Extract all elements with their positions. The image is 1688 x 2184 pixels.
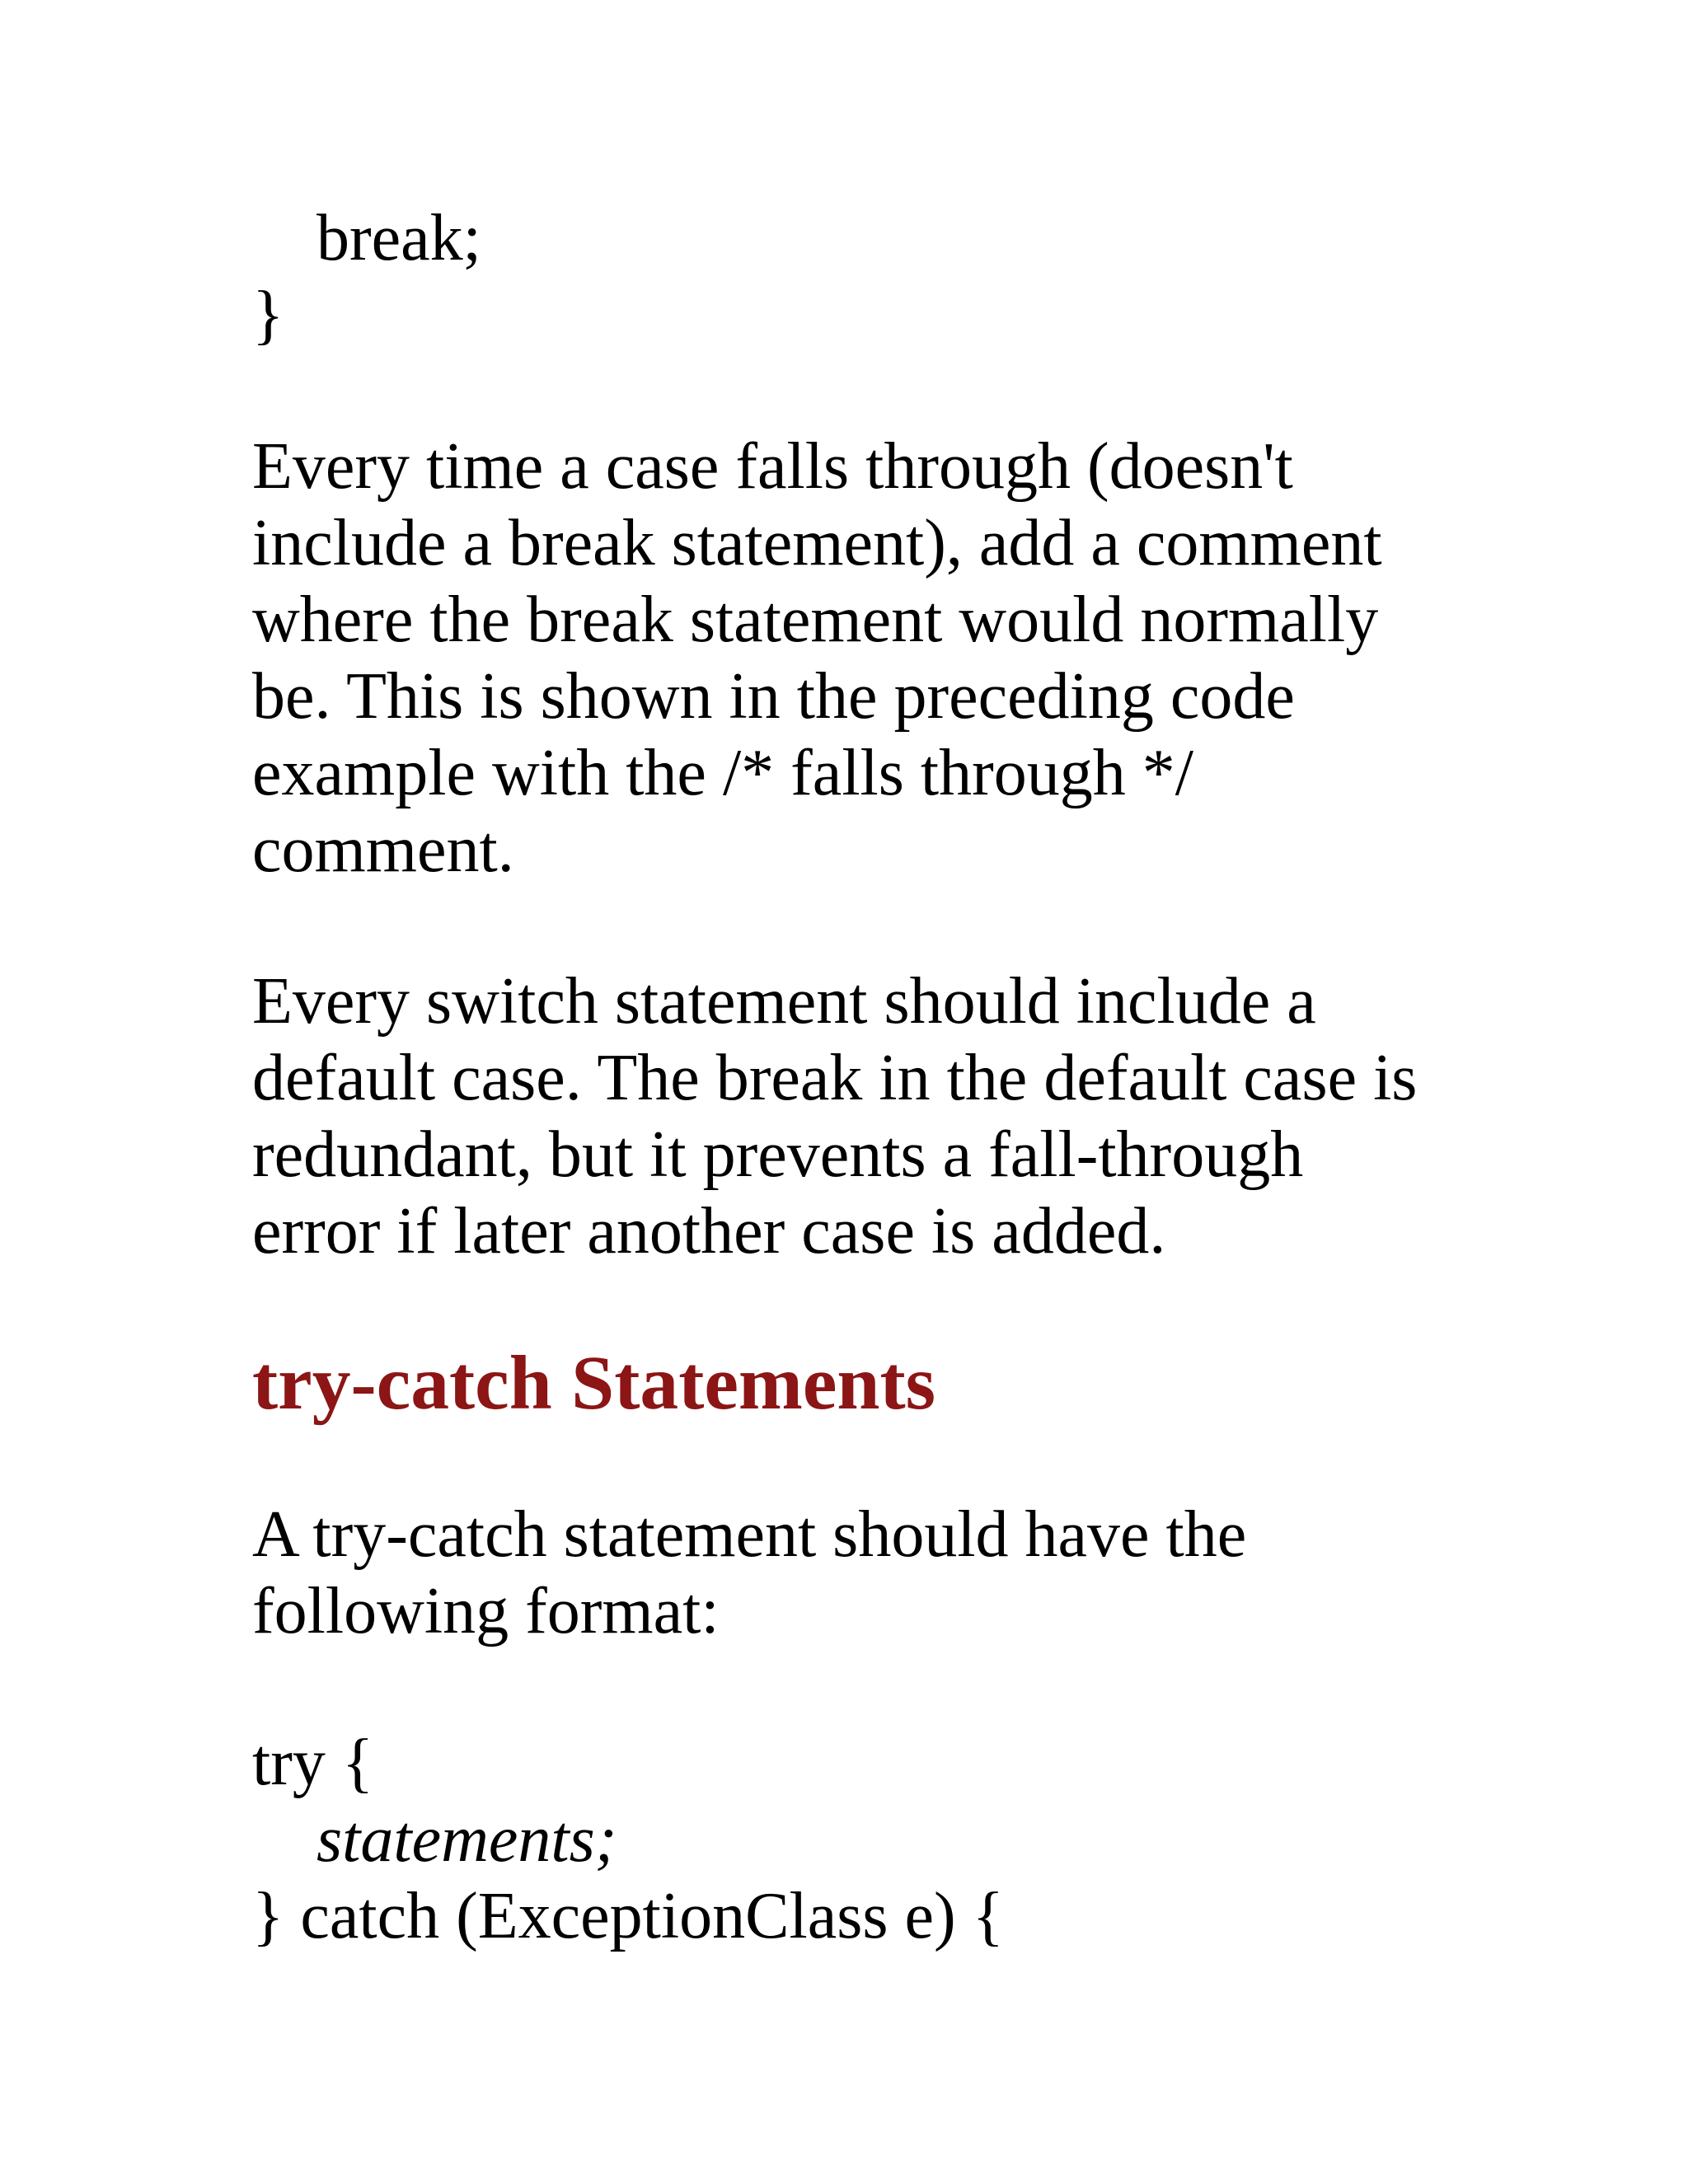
paragraph-line: A try-catch statement should have the <box>252 1498 1247 1571</box>
code-line: } catch (ExceptionClass e) { <box>252 1880 1005 1952</box>
paragraph-line: following format: <box>252 1575 720 1647</box>
paragraph-try-catch-intro <box>252 1497 1538 1650</box>
paragraph-line: be. This is shown in the preceding code <box>252 660 1295 733</box>
code-line: try { <box>252 1727 374 1799</box>
paragraph-default-case <box>252 963 1538 1270</box>
section-heading-try-catch: try-catch Statements <box>252 1341 936 1426</box>
code-line: break; <box>316 202 481 274</box>
paragraph-line: redundant, but it prevents a fall-through <box>252 1118 1304 1191</box>
paragraph-line: where the break statement would normally <box>252 583 1379 656</box>
document-page <box>252 200 1538 1955</box>
code-block-switch-end <box>252 200 1538 354</box>
code-block-try-catch <box>252 1725 1538 1955</box>
paragraph-line: error if later another case is added. <box>252 1195 1166 1268</box>
paragraph-line: include a break statement), add a comment <box>252 507 1382 579</box>
paragraph-line: example with the /* falls through */ <box>252 737 1193 809</box>
paragraph-line: default case. The break in the default case is <box>252 1042 1418 1114</box>
paragraph-line: Every switch statement should include a <box>252 965 1316 1038</box>
code-line-statements: statements; <box>316 1803 617 1876</box>
code-line: } <box>252 279 284 351</box>
paragraph-line: Every time a case falls through (doesn't <box>252 430 1293 503</box>
paragraph-line: comment. <box>252 813 514 886</box>
paragraph-fall-through <box>252 429 1538 888</box>
